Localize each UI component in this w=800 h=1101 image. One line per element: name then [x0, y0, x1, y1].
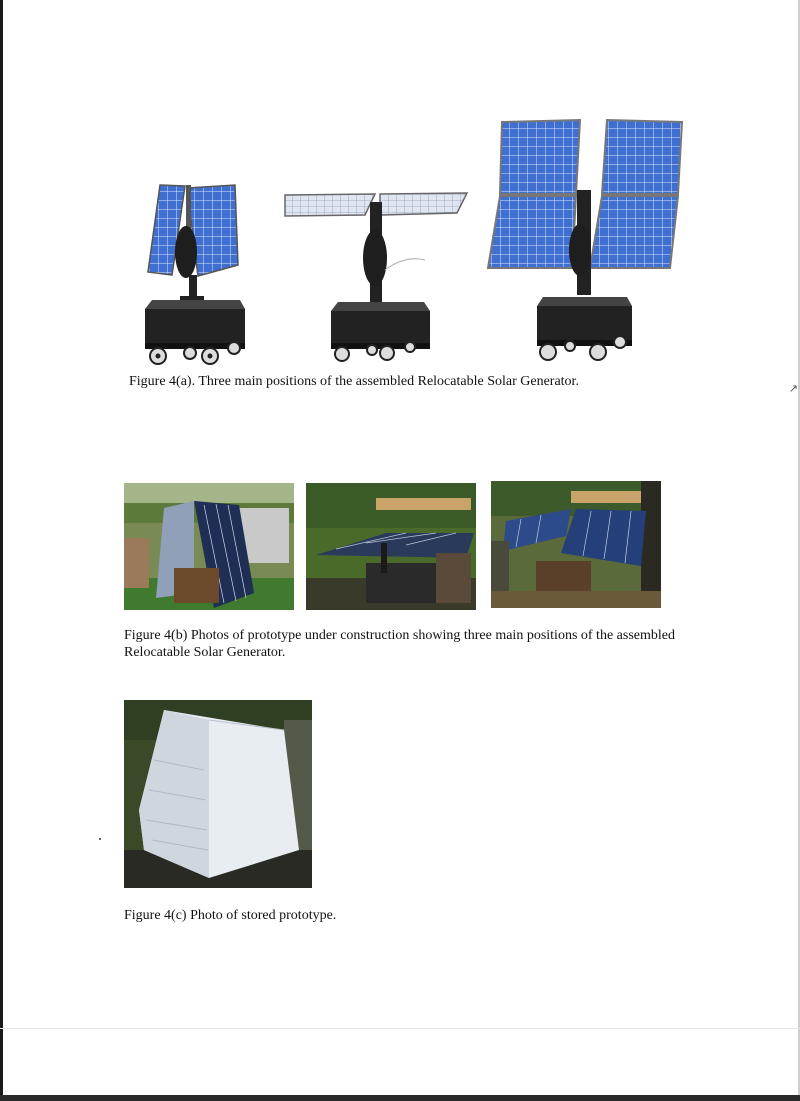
photo-prototype-horizontal	[306, 483, 476, 610]
figure-4a-caption: Figure 4(a). Three main positions of the assembled Relocatable Solar Generator.	[129, 374, 579, 389]
unit-folded-illustration	[145, 185, 245, 364]
scan-artifact-dot	[99, 838, 101, 840]
photo-prototype-folded	[124, 483, 294, 610]
scan-fold-line	[0, 1028, 800, 1029]
photo-prototype-stored	[124, 700, 312, 888]
figure-4a-illustrations	[140, 110, 700, 372]
figure-4c-caption: Figure 4(c) Photo of stored prototype.	[124, 908, 337, 923]
unit-upright-illustration	[488, 120, 682, 360]
scan-artifact-mark: ↗	[788, 382, 798, 395]
scan-edge-left	[0, 0, 3, 1101]
figure-4b-caption: Figure 4(b) Photos of prototype under construction showing three main positions of the assembled Relocatable Solar Generator.	[124, 628, 675, 660]
scan-edge-bottom	[0, 1095, 800, 1101]
photo-prototype-tilted	[491, 481, 661, 608]
unit-horizontal-illustration	[285, 193, 467, 361]
